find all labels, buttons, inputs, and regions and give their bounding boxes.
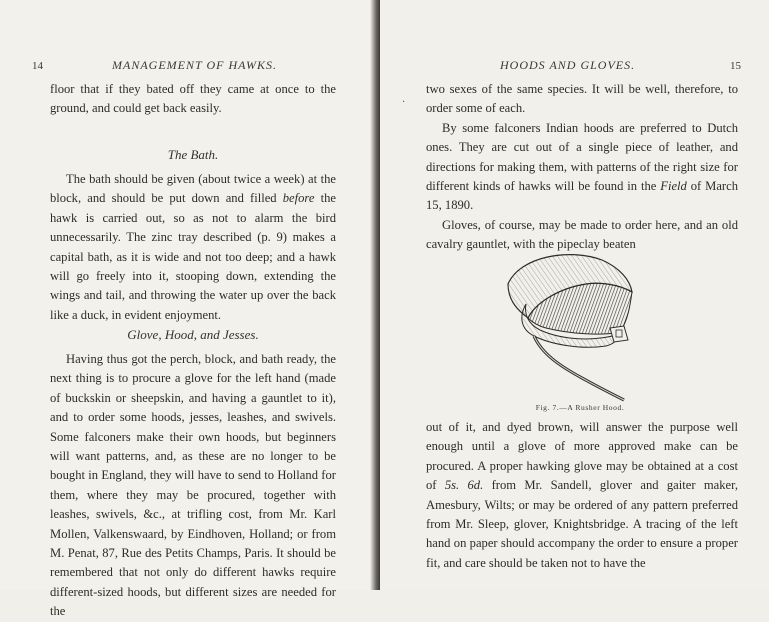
page-number-left: 14: [32, 60, 43, 72]
right-bottom-text: [426, 418, 738, 573]
paragraph: The bath should be given (about twice a week) at the block, and should be put down and filled before the hawk is carried out, so as not to alarm the bird unnecessarily. The zinc tray described (p. 9) makes a capital bath, as it is wide and not too deep; and a hawk will go freely into it, stooping down, extending the wings and tail, and throwing the water up over the back like a duck, in evident enjoyment.: [50, 172, 336, 322]
paragraph: floor that if they bated off they came at once to the ground, and could get back easily.: [50, 82, 336, 116]
paragraph: Gloves, of course, may be made to order here, and an old cavalry gauntlet, with the pipeclay beaten: [426, 217, 738, 252]
left-intro-text: [50, 80, 336, 119]
section-heading-glove: Glove, Hood, and Jesses.: [127, 327, 259, 342]
right-top-text: [426, 80, 738, 255]
section-heading-bath: The Bath.: [167, 147, 219, 162]
left-glove-text: [50, 350, 336, 622]
stray-mark: ·: [402, 97, 406, 108]
running-head-right: HOODS AND GLOVES.: [500, 58, 636, 72]
page-number-right: 15: [730, 60, 741, 72]
rusher-hood-illustration: [490, 244, 640, 404]
running-head-left: MANAGEMENT OF HAWKS.: [112, 58, 277, 72]
left-bath-text: [50, 170, 336, 325]
figure-caption: Fig. 7.—A Rusher Hood.: [535, 403, 625, 412]
paragraph: By some falconers Indian hoods are preferred to Dutch ones. They are cut out of a single piece of leather, and directions for making them, with patterns of the right size for different kinds of hawks will be found in the Field of March 15, 1890.: [426, 120, 739, 213]
paragraph: out of it, and dyed brown, will answer the purpose well enough until a glove of more approved make can be procured. A proper hawking glove may be obtained at a cost of 5s. 6d. from Mr. Sandell, glover and gaiter maker, Amesbury, Wilts; or may be ordered of any pattern preferred from Mr. Sleep, glover, Knightsbridge. A tracing of the left hand on paper should accompany the order to ensure a proper fit, and care should be taken not to have the: [426, 420, 738, 570]
right-page: [380, 0, 769, 590]
left-page: [0, 0, 378, 619]
paragraph: Having thus got the perch, block, and bath ready, the next thing is to procure a glove for the left hand (made of buckskin or sheepskin, and having a gauntlet to it), and to order some hoods, jesses, leashes, and swivels. Some falconers make their own hoods, but beginners will want patterns, and, as these are no longer to be bought in England, they will have to send to Holland for them, where they may be procured, together with leashes, swivels, &c., at trifling cost, from Mr. Karl Mollen, Valkenswaard, by Eindhoven, Holland; or from M. Penat, 87, Rue des Petits Champs, Paris. It should be remembered that not only do different hawks require different-sized hoods, but different sizes are needed for the: [50, 352, 336, 619]
paragraph: two sexes of the same species. It will be well, therefore, to order some of each.: [426, 82, 738, 116]
